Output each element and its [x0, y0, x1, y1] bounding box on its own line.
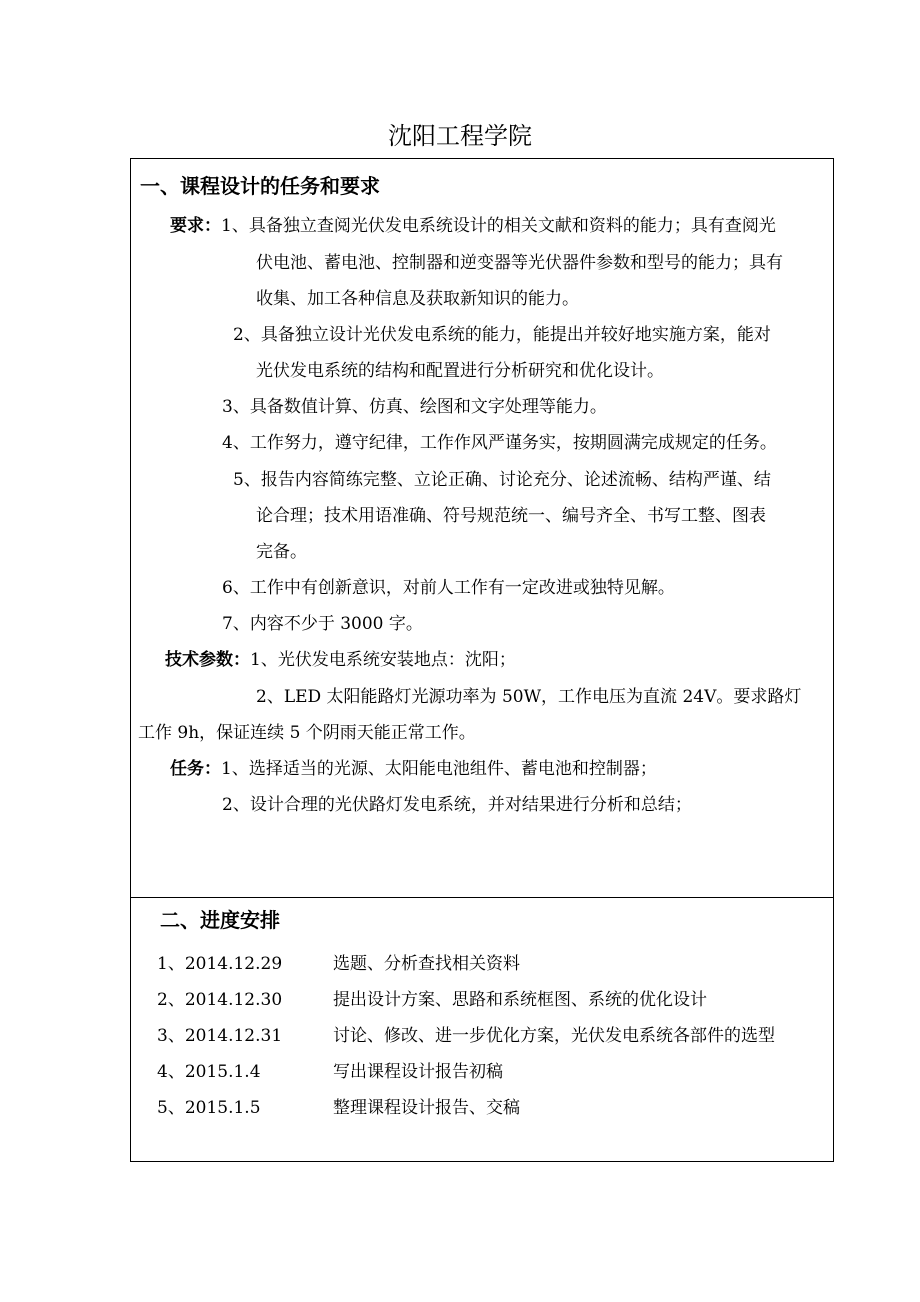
requirement-line: 完备。	[256, 542, 307, 562]
requirement-line: 收集、加工各种信息及获取新知识的能力。	[256, 289, 579, 309]
schedule-date: 2、2014.12.30	[157, 990, 283, 1010]
tech-line: 技术参数：1、光伏发电系统安装地点：沈阳；	[165, 650, 516, 670]
schedule-date: 4、2015.1.4	[157, 1062, 261, 1082]
requirement-line: 6、工作中有创新意识，对前人工作有一定改进或独特见解。	[222, 578, 675, 598]
schedule-task: 讨论、修改、进一步优化方案，光伏发电系统各部件的选型	[333, 1026, 775, 1046]
schedule-task: 整理课程设计报告、交稿	[333, 1098, 520, 1118]
task-line: 2、设计合理的光伏路灯发电系统，并对结果进行分析和总结；	[222, 795, 692, 815]
schedule-date: 5、2015.1.5	[157, 1098, 261, 1118]
tech-line: 2、LED 太阳能路灯光源功率为 50W，工作电压为直流 24V。要求路灯	[256, 687, 802, 707]
section2-heading: 二、进度安排	[160, 908, 280, 932]
requirement-line: 2、具备独立设计光伏发电系统的能力，能提出并较好地实施方案，能对	[233, 325, 771, 345]
schedule-task: 提出设计方案、思路和系统框图、系统的优化设计	[333, 990, 707, 1010]
requirement-line: 5、报告内容简练完整、立论正确、讨论充分、论述流畅、结构严谨、结	[233, 470, 771, 490]
requirement-line: 光伏发电系统的结构和配置进行分析研究和优化设计。	[256, 361, 664, 381]
page-title: 沈阳工程学院	[388, 122, 532, 150]
requirement-line: 伏电池、蓄电池、控制器和逆变器等光伏器件参数和型号的能力；具有	[256, 253, 783, 273]
requirements-label: 要求：	[170, 216, 221, 236]
schedule-task: 选题、分析查找相关资料	[333, 954, 520, 974]
tech-label: 技术参数：	[165, 650, 250, 670]
schedule-task: 写出课程设计报告初稿	[333, 1062, 503, 1082]
tech-line: 工作 9h，保证连续 5 个阴雨天能正常工作。	[138, 723, 476, 743]
task-label: 任务：	[170, 759, 221, 779]
schedule-date: 3、2014.12.31	[157, 1026, 283, 1046]
requirement-line: 4、工作努力，遵守纪律，工作作风严谨务实，按期圆满完成规定的任务。	[222, 433, 777, 453]
section1-heading: 一、课程设计的任务和要求	[140, 174, 380, 198]
requirement-line: 3、具备数值计算、仿真、绘图和文字处理等能力。	[222, 397, 607, 417]
requirement-line: 7、内容不少于 3000 字。	[222, 614, 423, 634]
requirement-line: 论合理；技术用语准确、符号规范统一、编号齐全、书写工整、图表	[256, 506, 766, 526]
schedule-date: 1、2014.12.29	[157, 954, 283, 974]
task-line: 任务：1、选择适当的光源、太阳能电池组件、蓄电池和控制器；	[170, 759, 657, 779]
requirement-line: 要求：1、具备独立查阅光伏发电系统设计的相关文献和资料的能力；具有查阅光	[170, 216, 776, 236]
